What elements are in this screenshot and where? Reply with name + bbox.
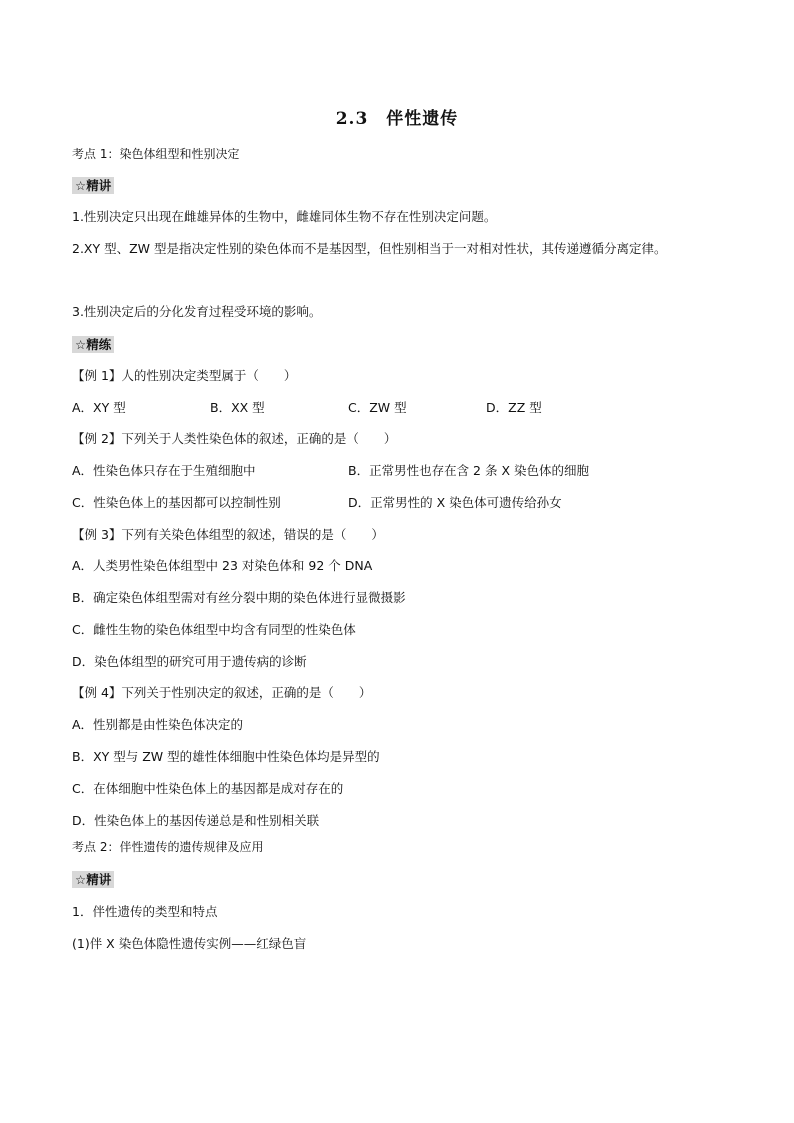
example-4-option-b: B．XY 型与 ZW 型的雄性体细胞中性染色体均是异型的 (72, 749, 380, 764)
section1-jinglian-tag (72, 336, 114, 354)
section2-item-1: 1．伴性遗传的类型和特点 (72, 904, 218, 919)
section2-item-2: (1)伴 X 染色体隐性遗传实例——红绿色盲 (72, 936, 307, 951)
section1-point-3: 3.性别决定后的分化发育过程受环境的影响。 (72, 304, 322, 319)
example-1-stem: 【例 1】人的性别决定类型属于（ ） (72, 368, 297, 383)
example-3-option-c: C．雌性生物的染色体组型中均含有同型的性染色体 (72, 622, 356, 637)
jingjiang-tag: ☆精讲 (72, 177, 114, 194)
example-4-stem: 【例 4】下列关于性别决定的叙述，正确的是（ ） (72, 685, 372, 700)
example-2-option-c: C．性染色体上的基因都可以控制性别 (72, 495, 281, 510)
example-1-option-a: A．XY 型 (72, 400, 126, 415)
example-2-option-d: D．正常男性的 X 染色体可遗传给孙女 (348, 495, 562, 510)
example-4-option-a: A．性别都是由性染色体决定的 (72, 717, 244, 732)
page-title: 2.3 伴性遗传 (335, 109, 459, 129)
section1-jingjiang-tag (72, 177, 114, 195)
example-1-option-b: B．XX 型 (210, 400, 265, 415)
section2-jingjiang-tag (72, 871, 114, 889)
jingjiang-tag-2: ☆精讲 (72, 871, 114, 888)
jinglian-tag: ☆精练 (72, 336, 114, 353)
example-3-option-b: B．确定染色体组型需对有丝分裂中期的染色体进行显微摄影 (72, 590, 406, 605)
section1-point-2: 2.XY 型、ZW 型是指决定性别的染色体而不是基因型，但性别相当于一对相对性状，其传递遵循分离定律。 (72, 241, 667, 256)
section2-heading: 考点 2：伴性遗传的遗传规律及应用 (72, 840, 264, 854)
example-4-option-d: D．性染色体上的基因传递总是和性别相关联 (72, 813, 320, 828)
example-3-option-d: D．染色体组型的研究可用于遗传病的诊断 (72, 654, 307, 669)
example-2-option-a: A．性染色体只存在于生殖细胞中 (72, 463, 256, 478)
example-3-option-a: A．人类男性染色体组型中 23 对染色体和 92 个 DNA (72, 558, 373, 573)
example-4-option-c: C．在体细胞中性染色体上的基因都是成对存在的 (72, 781, 344, 796)
example-3-stem: 【例 3】下列有关染色体组型的叙述，错误的是（ ） (72, 527, 384, 542)
example-2-stem: 【例 2】下列关于人类性染色体的叙述，正确的是（ ） (72, 431, 397, 446)
section1-heading: 考点 1：染色体组型和性别决定 (72, 147, 240, 161)
example-1-option-d: D．ZZ 型 (486, 400, 542, 415)
section1-point-1: 1.性别决定只出现在雌雄异体的生物中，雌雄同体生物不存在性别决定问题。 (72, 209, 497, 224)
example-2-option-b: B．正常男性也存在含 2 条 X 染色体的细胞 (348, 463, 589, 478)
example-1-option-c: C．ZW 型 (348, 400, 407, 415)
